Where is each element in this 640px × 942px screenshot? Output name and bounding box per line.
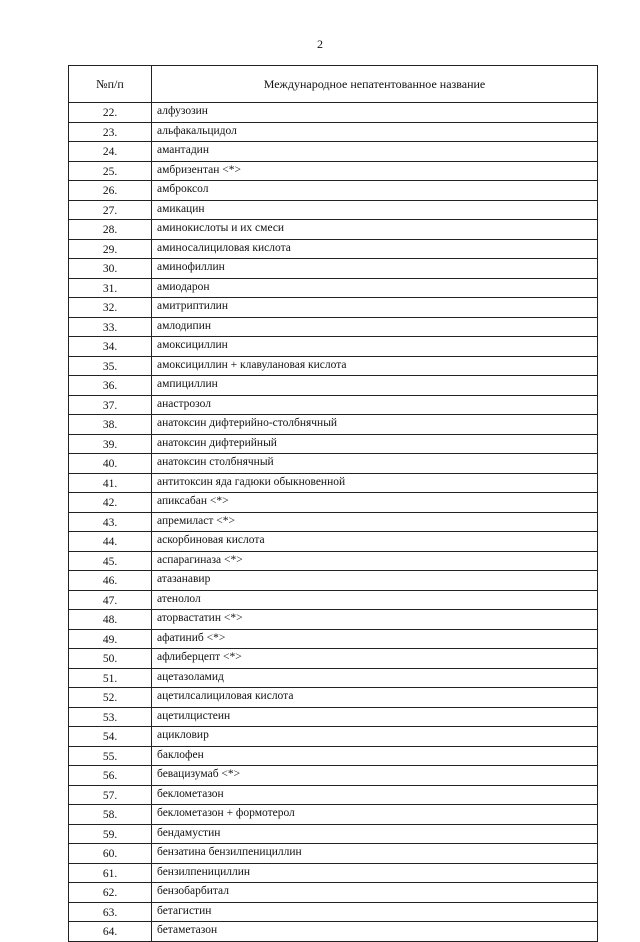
drug-name: амитриптилин (152, 298, 598, 318)
table-row (69, 493, 598, 513)
drug-name: амикацин (152, 200, 598, 220)
row-number: 58. (69, 805, 152, 825)
drug-name: амоксициллин + клавулановая кислота (152, 356, 598, 376)
table-row (69, 571, 598, 591)
table-row (69, 122, 598, 142)
table-row (69, 922, 598, 942)
table-row (69, 356, 598, 376)
page-number: 2 (317, 37, 323, 51)
row-number: 26. (69, 181, 152, 201)
table-row (69, 415, 598, 435)
table-row (69, 590, 598, 610)
drug-name: бетаметазон (152, 922, 598, 942)
row-number: 40. (69, 454, 152, 474)
table-row (69, 610, 598, 630)
table-row (69, 805, 598, 825)
row-number: 48. (69, 610, 152, 630)
drug-name: бензатина бензилпенициллин (152, 844, 598, 864)
row-number: 56. (69, 766, 152, 786)
drug-name: ацетазоламид (152, 668, 598, 688)
table-row (69, 239, 598, 259)
drug-table (68, 65, 598, 942)
table-row (69, 883, 598, 903)
row-number: 34. (69, 337, 152, 357)
drug-name: аминокислоты и их смеси (152, 220, 598, 240)
row-number: 50. (69, 649, 152, 669)
drug-name: афлиберцепт <*> (152, 649, 598, 669)
row-number: 60. (69, 844, 152, 864)
table-row (69, 103, 598, 123)
row-number: 57. (69, 785, 152, 805)
row-number: 55. (69, 746, 152, 766)
drug-name: беклометазон (152, 785, 598, 805)
header-number: №п/п (69, 66, 152, 103)
row-number: 47. (69, 590, 152, 610)
table-row (69, 824, 598, 844)
row-number: 54. (69, 727, 152, 747)
row-number: 42. (69, 493, 152, 513)
table-row (69, 200, 598, 220)
row-number: 52. (69, 688, 152, 708)
drug-name: антитоксин яда гадюки обыкновенной (152, 473, 598, 493)
table-row (69, 337, 598, 357)
drug-name: анатоксин дифтерийно-столбнячный (152, 415, 598, 435)
drug-name: апремиласт <*> (152, 512, 598, 532)
table-row (69, 844, 598, 864)
row-number: 49. (69, 629, 152, 649)
row-number: 32. (69, 298, 152, 318)
row-number: 29. (69, 239, 152, 259)
drug-name: бетагистин (152, 902, 598, 922)
drug-name: баклофен (152, 746, 598, 766)
table-row (69, 766, 598, 786)
row-number: 25. (69, 161, 152, 181)
row-number: 23. (69, 122, 152, 142)
table-row (69, 181, 598, 201)
table-row (69, 649, 598, 669)
row-number: 62. (69, 883, 152, 903)
row-number: 61. (69, 863, 152, 883)
drug-name: бензобарбитал (152, 883, 598, 903)
drug-name: амоксициллин (152, 337, 598, 357)
table-body (69, 103, 598, 942)
drug-name: аминофиллин (152, 259, 598, 279)
row-number: 44. (69, 532, 152, 552)
drug-name: атенолол (152, 590, 598, 610)
row-number: 64. (69, 922, 152, 942)
table-row (69, 863, 598, 883)
drug-name: аскорбиновая кислота (152, 532, 598, 552)
drug-name: амиодарон (152, 278, 598, 298)
drug-name: бендамустин (152, 824, 598, 844)
table-row (69, 317, 598, 337)
table-row (69, 434, 598, 454)
table-row (69, 727, 598, 747)
drug-name: бевацизумаб <*> (152, 766, 598, 786)
row-number: 35. (69, 356, 152, 376)
drug-name: апиксабан <*> (152, 493, 598, 513)
row-number: 24. (69, 142, 152, 162)
drug-name: ацетилсалициловая кислота (152, 688, 598, 708)
drug-name: анатоксин дифтерийный (152, 434, 598, 454)
drug-name: бензилпенициллин (152, 863, 598, 883)
row-number: 59. (69, 824, 152, 844)
row-number: 43. (69, 512, 152, 532)
table-row (69, 473, 598, 493)
header-name: Международное непатентованное название (152, 66, 598, 103)
drug-name: аминосалициловая кислота (152, 239, 598, 259)
table-row (69, 532, 598, 552)
row-number: 46. (69, 571, 152, 591)
drug-name: анатоксин столбнячный (152, 454, 598, 474)
table-row (69, 629, 598, 649)
drug-name: амлодипин (152, 317, 598, 337)
table-row (69, 512, 598, 532)
table-row (69, 668, 598, 688)
row-number: 63. (69, 902, 152, 922)
table-row (69, 688, 598, 708)
drug-name: амброксол (152, 181, 598, 201)
drug-name: атазанавир (152, 571, 598, 591)
row-number: 53. (69, 707, 152, 727)
drug-name: афатиниб <*> (152, 629, 598, 649)
row-number: 36. (69, 376, 152, 396)
row-number: 39. (69, 434, 152, 454)
table-row (69, 551, 598, 571)
drug-name: ацикловир (152, 727, 598, 747)
row-number: 22. (69, 103, 152, 123)
table-header-row (69, 66, 598, 103)
row-number: 45. (69, 551, 152, 571)
drug-name: алфузозин (152, 103, 598, 123)
row-number: 28. (69, 220, 152, 240)
row-number: 51. (69, 668, 152, 688)
row-number: 30. (69, 259, 152, 279)
drug-name: альфакальцидол (152, 122, 598, 142)
table-row (69, 746, 598, 766)
table-row (69, 161, 598, 181)
drug-name: аторвастатин <*> (152, 610, 598, 630)
drug-name: беклометазон + формотерол (152, 805, 598, 825)
table-row (69, 298, 598, 318)
drug-name: ацетилцистеин (152, 707, 598, 727)
table-row (69, 259, 598, 279)
table-row (69, 454, 598, 474)
row-number: 31. (69, 278, 152, 298)
table-row (69, 220, 598, 240)
drug-name: анастрозол (152, 395, 598, 415)
row-number: 37. (69, 395, 152, 415)
drug-name: амбризентан <*> (152, 161, 598, 181)
table-row (69, 707, 598, 727)
table-row (69, 142, 598, 162)
drug-name: ампициллин (152, 376, 598, 396)
drug-name: амантадин (152, 142, 598, 162)
row-number: 38. (69, 415, 152, 435)
row-number: 27. (69, 200, 152, 220)
table-row (69, 785, 598, 805)
row-number: 41. (69, 473, 152, 493)
table-row (69, 376, 598, 396)
table-row (69, 278, 598, 298)
drug-name: аспарагиназа <*> (152, 551, 598, 571)
row-number: 33. (69, 317, 152, 337)
table-row (69, 395, 598, 415)
